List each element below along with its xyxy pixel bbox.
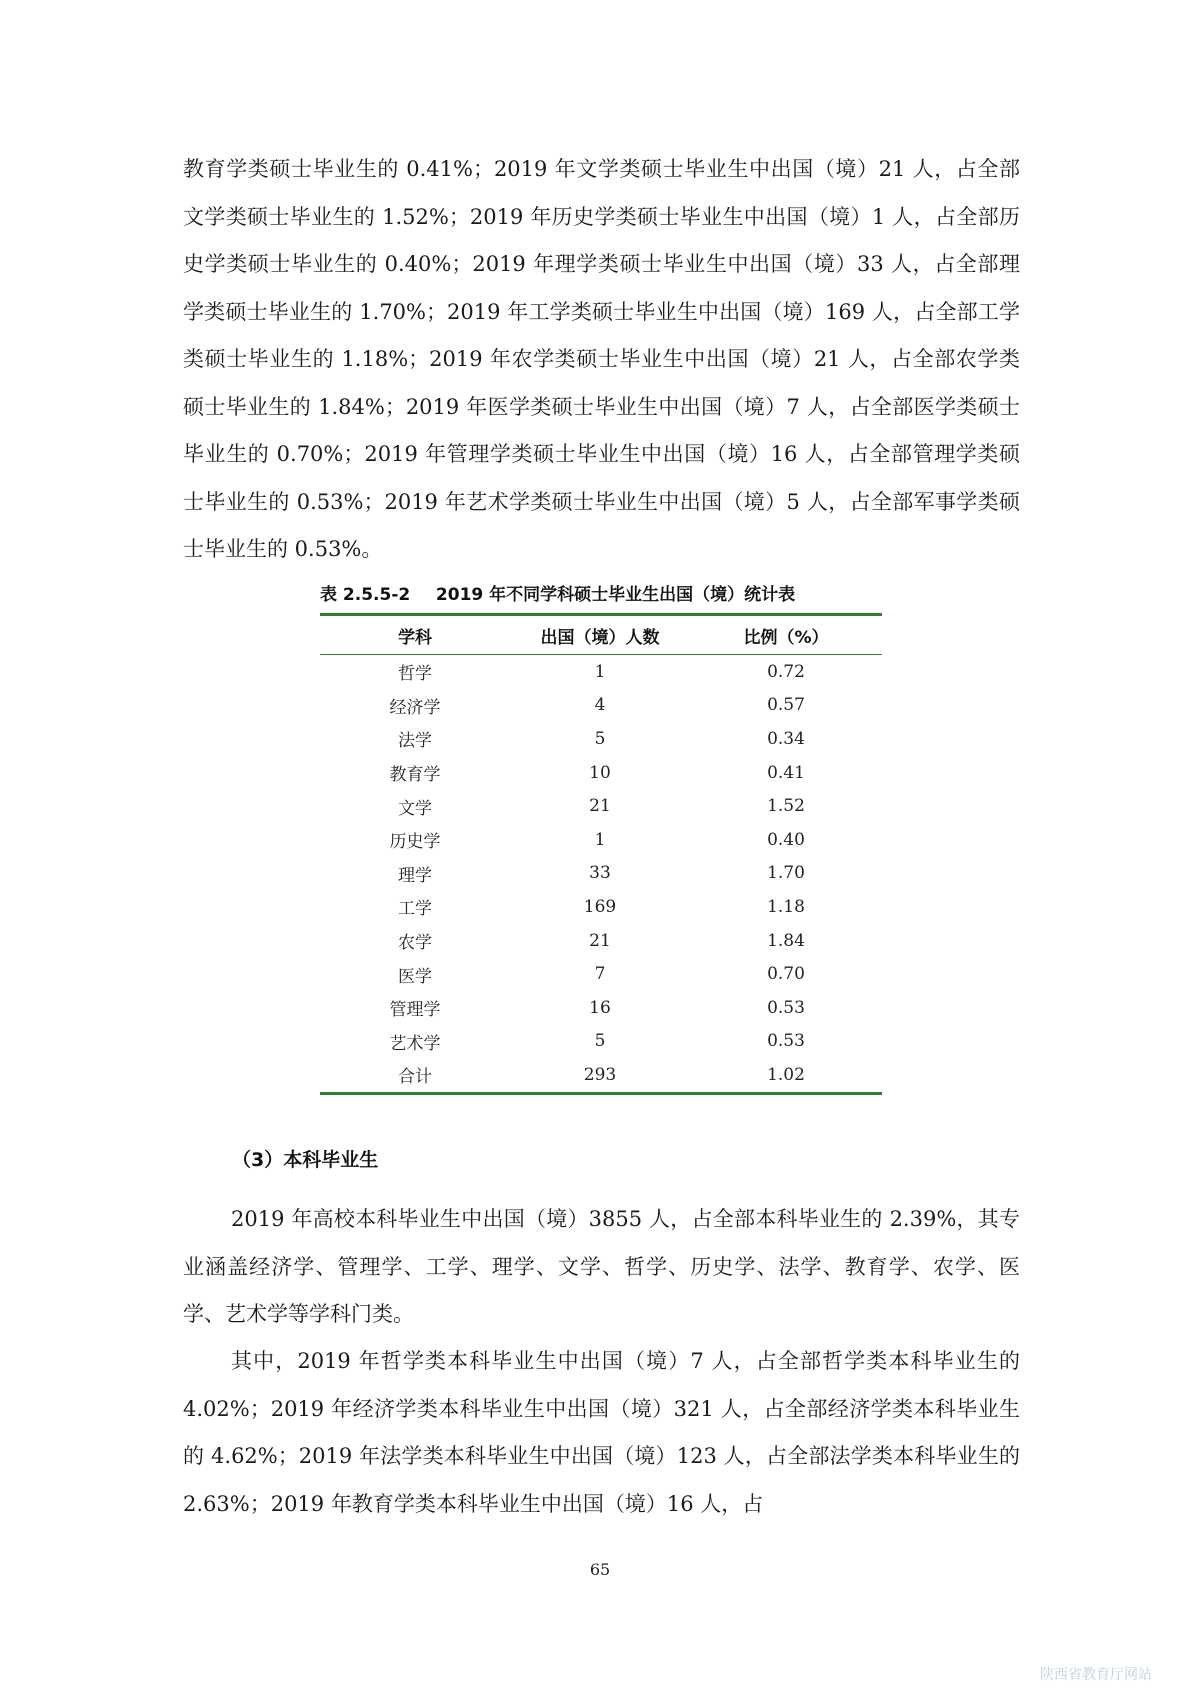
cell-ratio: 0.72 (767, 661, 805, 682)
table-row (320, 722, 882, 756)
column-header-subject: 学科 (320, 615, 510, 655)
cell-count: 7 (594, 964, 606, 985)
table-row (320, 1058, 882, 1093)
table-row (320, 924, 882, 958)
cell-count: 1 (594, 661, 606, 682)
cell-count: 1 (594, 829, 606, 850)
cell-ratio: 1.70 (767, 863, 805, 884)
table-row (320, 890, 882, 924)
cell-ratio: 0.70 (767, 964, 805, 985)
table-row (320, 957, 882, 991)
cell-count: 5 (594, 728, 606, 749)
cell-count: 10 (589, 762, 611, 783)
cell-ratio: 1.52 (767, 796, 805, 817)
table-row (320, 823, 882, 857)
cell-subject: 医学 (398, 966, 432, 987)
cell-subject: 农学 (398, 933, 432, 954)
table-row (320, 689, 882, 723)
table-row (320, 756, 882, 790)
table-row (320, 789, 882, 823)
cell-subject: 法学 (398, 731, 432, 752)
cell-count: 21 (589, 930, 611, 951)
cell-ratio: 0.40 (767, 829, 805, 850)
stats-table (320, 613, 882, 1095)
cell-count: 33 (589, 863, 611, 884)
cell-subject: 哲学 (398, 664, 432, 685)
body-paragraph-2: 2019 年高校本科毕业生中出国（境）3855 人，占全部本科毕业生的 2.39%，其专业涵盖经济学、管理学、工学、理学、文学、哲学、历史学、法学、教育学、农学、医学、艺术学等学科门类。 (183, 1207, 1020, 1326)
cell-subject: 文学 (398, 798, 432, 819)
column-header-ratio: 比例（%） (690, 615, 882, 655)
cell-subject: 艺术学 (389, 1033, 441, 1054)
cell-count: 5 (594, 1031, 606, 1052)
table-row (320, 857, 882, 891)
table-row (320, 991, 882, 1025)
table-caption-title: 2019 年不同学科硕士毕业生出国（境）统计表 (435, 585, 796, 605)
cell-subject: 合计 (398, 1067, 432, 1088)
table-row (320, 1025, 882, 1059)
cell-ratio: 1.02 (767, 1064, 805, 1085)
body-paragraph-1: 教育学类硕士毕业生的 0.41%；2019 年文学类硕士毕业生中出国（境）21 人，占全部文学类硕士毕业生的 1.52%；2019 年历史学类硕士毕业生中出国（境）1 人，占全部历史学类硕士毕业生的 0.40%；2019 年理学类硕士毕业生中出国（境）33 人，占全部理学类硕士毕业生的 1.70%；2019 年工学类硕士毕业生中出国（境）169 人，占全部工学类硕士毕业生的 1.18%；2019 年农学类硕士毕业生中出国（境）21 人，占全部农学类硕士毕业生的 1.84%；2019 年医学类硕士毕业生中出国（境）7 人，占全部医学类硕士毕业生的 0.70%；2019 年管理学类硕士毕业生中出国（境）16 人，占全部管理学类硕士毕业生的 0.53%；2019 年艺术学类硕士毕业生中出国（境）5 人，占全部军事学类硕士毕业生的 0.53%。 (183, 157, 1020, 561)
cell-count: 169 (583, 896, 617, 917)
watermark: 陕西省教育厅网站 (1040, 1667, 1152, 1683)
table-row (320, 655, 882, 689)
cell-count: 293 (583, 1064, 617, 1085)
cell-subject: 理学 (398, 865, 432, 886)
cell-subject: 经济学 (389, 697, 441, 718)
cell-ratio: 0.41 (767, 762, 805, 783)
cell-ratio: 0.34 (767, 728, 805, 749)
body-paragraph-3: 其中，2019 年哲学类本科毕业生中出国（境）7 人，占全部哲学类本科毕业生的 4.02%；2019 年经济学类本科毕业生中出国（境）321 人，占全部经济学类本科毕业生的 4.62%；2019 年法学类本科毕业生中出国（境）123 人，占全部法学类本科毕业生的 2.63%；2019 年教育学类本科毕业生中出国（境）16 人，占 (183, 1349, 1020, 1516)
page-number: 65 (589, 1560, 611, 1579)
cell-count: 16 (589, 997, 611, 1018)
cell-count: 4 (594, 695, 606, 716)
cell-ratio: 0.53 (767, 997, 805, 1018)
cell-count: 21 (589, 796, 611, 817)
cell-subject: 教育学 (389, 765, 441, 786)
table-header-row (320, 615, 882, 655)
column-header-count: 出国（境）人数 (510, 615, 690, 655)
cell-ratio: 1.84 (767, 930, 805, 951)
table-caption-number: 表 2.5.5-2 (320, 585, 411, 605)
cell-subject: 历史学 (389, 832, 441, 853)
cell-subject: 管理学 (389, 1000, 441, 1021)
cell-ratio: 0.53 (767, 1031, 805, 1052)
cell-ratio: 0.57 (767, 695, 805, 716)
cell-ratio: 1.18 (767, 896, 805, 917)
table-body (320, 655, 882, 1094)
cell-subject: 工学 (398, 899, 432, 920)
section-heading: （3）本科毕业生 (232, 1149, 379, 1171)
table-caption (320, 580, 920, 605)
